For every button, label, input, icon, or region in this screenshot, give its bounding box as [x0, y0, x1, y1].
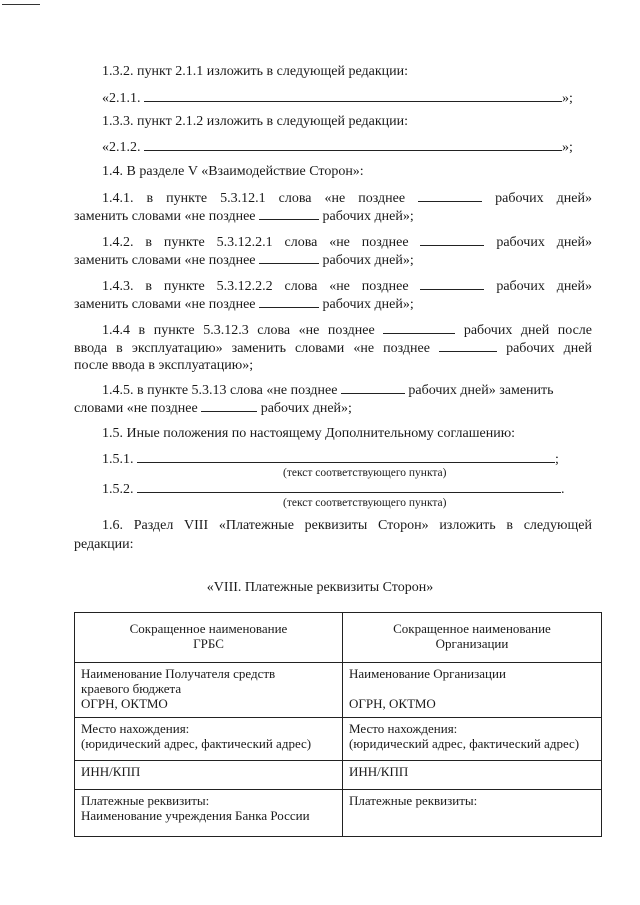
section-heading: «VIII. Платежные реквизиты Сторон» [206, 580, 434, 595]
top-rule [2, 4, 40, 5]
cell-payment-left [75, 790, 343, 837]
p143-a: 1.4.3. в пункте 5.3.12.2.2 слова «не позднее [102, 279, 409, 294]
p145-c: словами «не позднее [74, 401, 198, 416]
blank-2-1-2 [144, 139, 562, 151]
blank-1-5-2 [137, 481, 561, 493]
p144-a: 1.4.4 в пункте 5.3.12.3 слова «не позднее [102, 323, 375, 338]
cell-text: Место нахождения: [349, 721, 458, 736]
para-1-4-2-line1 [102, 234, 592, 251]
para-1-5-1 [102, 451, 559, 468]
para-1-4: 1.4. В разделе V «Взаимодействие Сторон»: [102, 164, 364, 179]
para-1-4-5-line2 [74, 400, 352, 417]
table-row [75, 790, 602, 837]
cell-text: ОГРН, ОКТМО [349, 696, 436, 711]
p142-b: рабочих дней» [496, 235, 593, 250]
p145-a: 1.4.5. в пункте 5.3.13 слова «не позднее [102, 383, 338, 398]
para-1-4-2-line2 [74, 252, 414, 269]
cell-text: Наименование учреждения Банка России [81, 808, 310, 823]
cell-text: (юридический адрес, фактический адрес) [349, 736, 580, 751]
cell-organization-name [343, 663, 602, 718]
cell-location-left [75, 718, 343, 761]
para-2-1-1-prefix: «2.1.1. [102, 91, 141, 106]
blank-1-4-2-b [259, 252, 319, 264]
para-1-4-1-line1 [102, 190, 592, 207]
p151-suffix: ; [555, 452, 559, 467]
para-1-4-4-line3: после ввода в эксплуатацию»; [74, 358, 254, 373]
cell-recipient-name [75, 663, 343, 718]
caption-1-5-2: (текст соответствующего пункта) [283, 497, 447, 509]
para-1-4-4-line2 [74, 340, 592, 357]
blank-1-4-1-b [259, 208, 319, 220]
para-1-3-2: 1.3.2. пункт 2.1.1 изложить в следующей редакции: [102, 64, 408, 79]
p151-prefix: 1.5.1. [102, 452, 134, 467]
p142-c: заменить словами «не позднее [74, 253, 256, 268]
para-2-1-1 [102, 90, 573, 107]
caption-1-5-1: (текст соответствующего пункта) [283, 467, 447, 479]
cell-text: ОГРН, ОКТМО [81, 696, 168, 711]
cell-location-right [343, 718, 602, 761]
cell-text: Платежные реквизиты: [81, 793, 210, 808]
cell-text: (юридический адрес, фактический адрес) [81, 736, 312, 751]
para-2-1-1-suffix: »; [562, 91, 573, 106]
para-2-1-2 [102, 139, 573, 156]
para-1-6-line2: редакции: [74, 537, 134, 552]
p145-d: рабочих дней»; [260, 401, 352, 416]
cell-text: Наименование Получателя средств [81, 666, 276, 681]
p143-d: рабочих дней»; [322, 297, 414, 312]
blank-1-4-5-a [341, 382, 405, 394]
blank-1-4-3-b [259, 296, 319, 308]
cell-text: краевого бюджета [81, 681, 182, 696]
blank-1-4-3-a [420, 278, 484, 290]
p141-a: 1.4.1. в пункте 5.3.12.1 слова «не позднее [102, 191, 406, 206]
p16-a: 1.6. Раздел VIII «Платежные реквизиты Сторон» изложить в следующей [102, 518, 592, 533]
table-row [75, 718, 602, 761]
para-1-4-1-line2 [74, 208, 414, 225]
cell-text: Наименование Организации [349, 666, 506, 681]
cell-text: Место нахождения: [81, 721, 190, 736]
para-1-5-2 [102, 481, 565, 498]
blank-1-4-2-a [420, 234, 484, 246]
p144-b: рабочих дней после [463, 323, 593, 338]
para-1-4-3-line2 [74, 296, 414, 313]
blank-1-4-1-a [418, 190, 482, 202]
header-cell-organization [343, 613, 602, 663]
table-row [75, 613, 602, 663]
table-row [75, 663, 602, 718]
p144-c: ввода в эксплуатацию» заменить словами «не позднее [74, 341, 430, 356]
p141-c: заменить словами «не позднее [74, 209, 256, 224]
para-1-3-3: 1.3.3. пункт 2.1.2 изложить в следующей редакции: [102, 114, 408, 129]
p152-prefix: 1.5.2. [102, 482, 134, 497]
p152-suffix: . [561, 482, 565, 497]
cell-payment-right [343, 790, 602, 837]
para-1-6-line1 [102, 518, 592, 534]
blank-1-4-5-b [201, 400, 257, 412]
p142-d: рабочих дней»; [322, 253, 414, 268]
p142-a: 1.4.2. в пункте 5.3.12.2.1 слова «не позднее [102, 235, 409, 250]
header-text: Организации [435, 636, 509, 651]
para-1-4-3-line1 [102, 278, 592, 295]
p143-c: заменить словами «не позднее [74, 297, 256, 312]
p143-b: рабочих дней» [496, 279, 593, 294]
blank-1-4-4-a [383, 322, 455, 334]
table-row [75, 761, 602, 790]
para-1-4-5-line1 [102, 382, 554, 399]
p141-b: рабочих дней» [495, 191, 592, 206]
para-1-5: 1.5. Иные положения по настоящему Дополнительному соглашению: [102, 426, 516, 441]
header-text: Сокращенное наименование [129, 621, 288, 636]
cell-text: Платежные реквизиты: [349, 793, 478, 808]
cell-inn-right: ИНН/КПП [343, 761, 602, 790]
p141-d: рабочих дней»; [322, 209, 414, 224]
blank-1-5-1 [137, 451, 555, 463]
cell-inn-left: ИНН/КПП [75, 761, 343, 790]
para-1-4-4-line1 [102, 322, 592, 339]
para-2-1-2-suffix: »; [562, 140, 573, 155]
requisites-table [74, 612, 602, 837]
header-text: Сокращенное наименование [393, 621, 551, 636]
blank-1-4-4-b [439, 340, 497, 352]
p145-b: рабочих дней» заменить [408, 383, 554, 398]
header-text: ГРБС [193, 636, 224, 651]
blank-2-1-1 [144, 90, 562, 102]
para-2-1-2-prefix: «2.1.2. [102, 140, 141, 155]
header-cell-grbs [75, 613, 343, 663]
p144-d: рабочих дней [506, 341, 592, 356]
